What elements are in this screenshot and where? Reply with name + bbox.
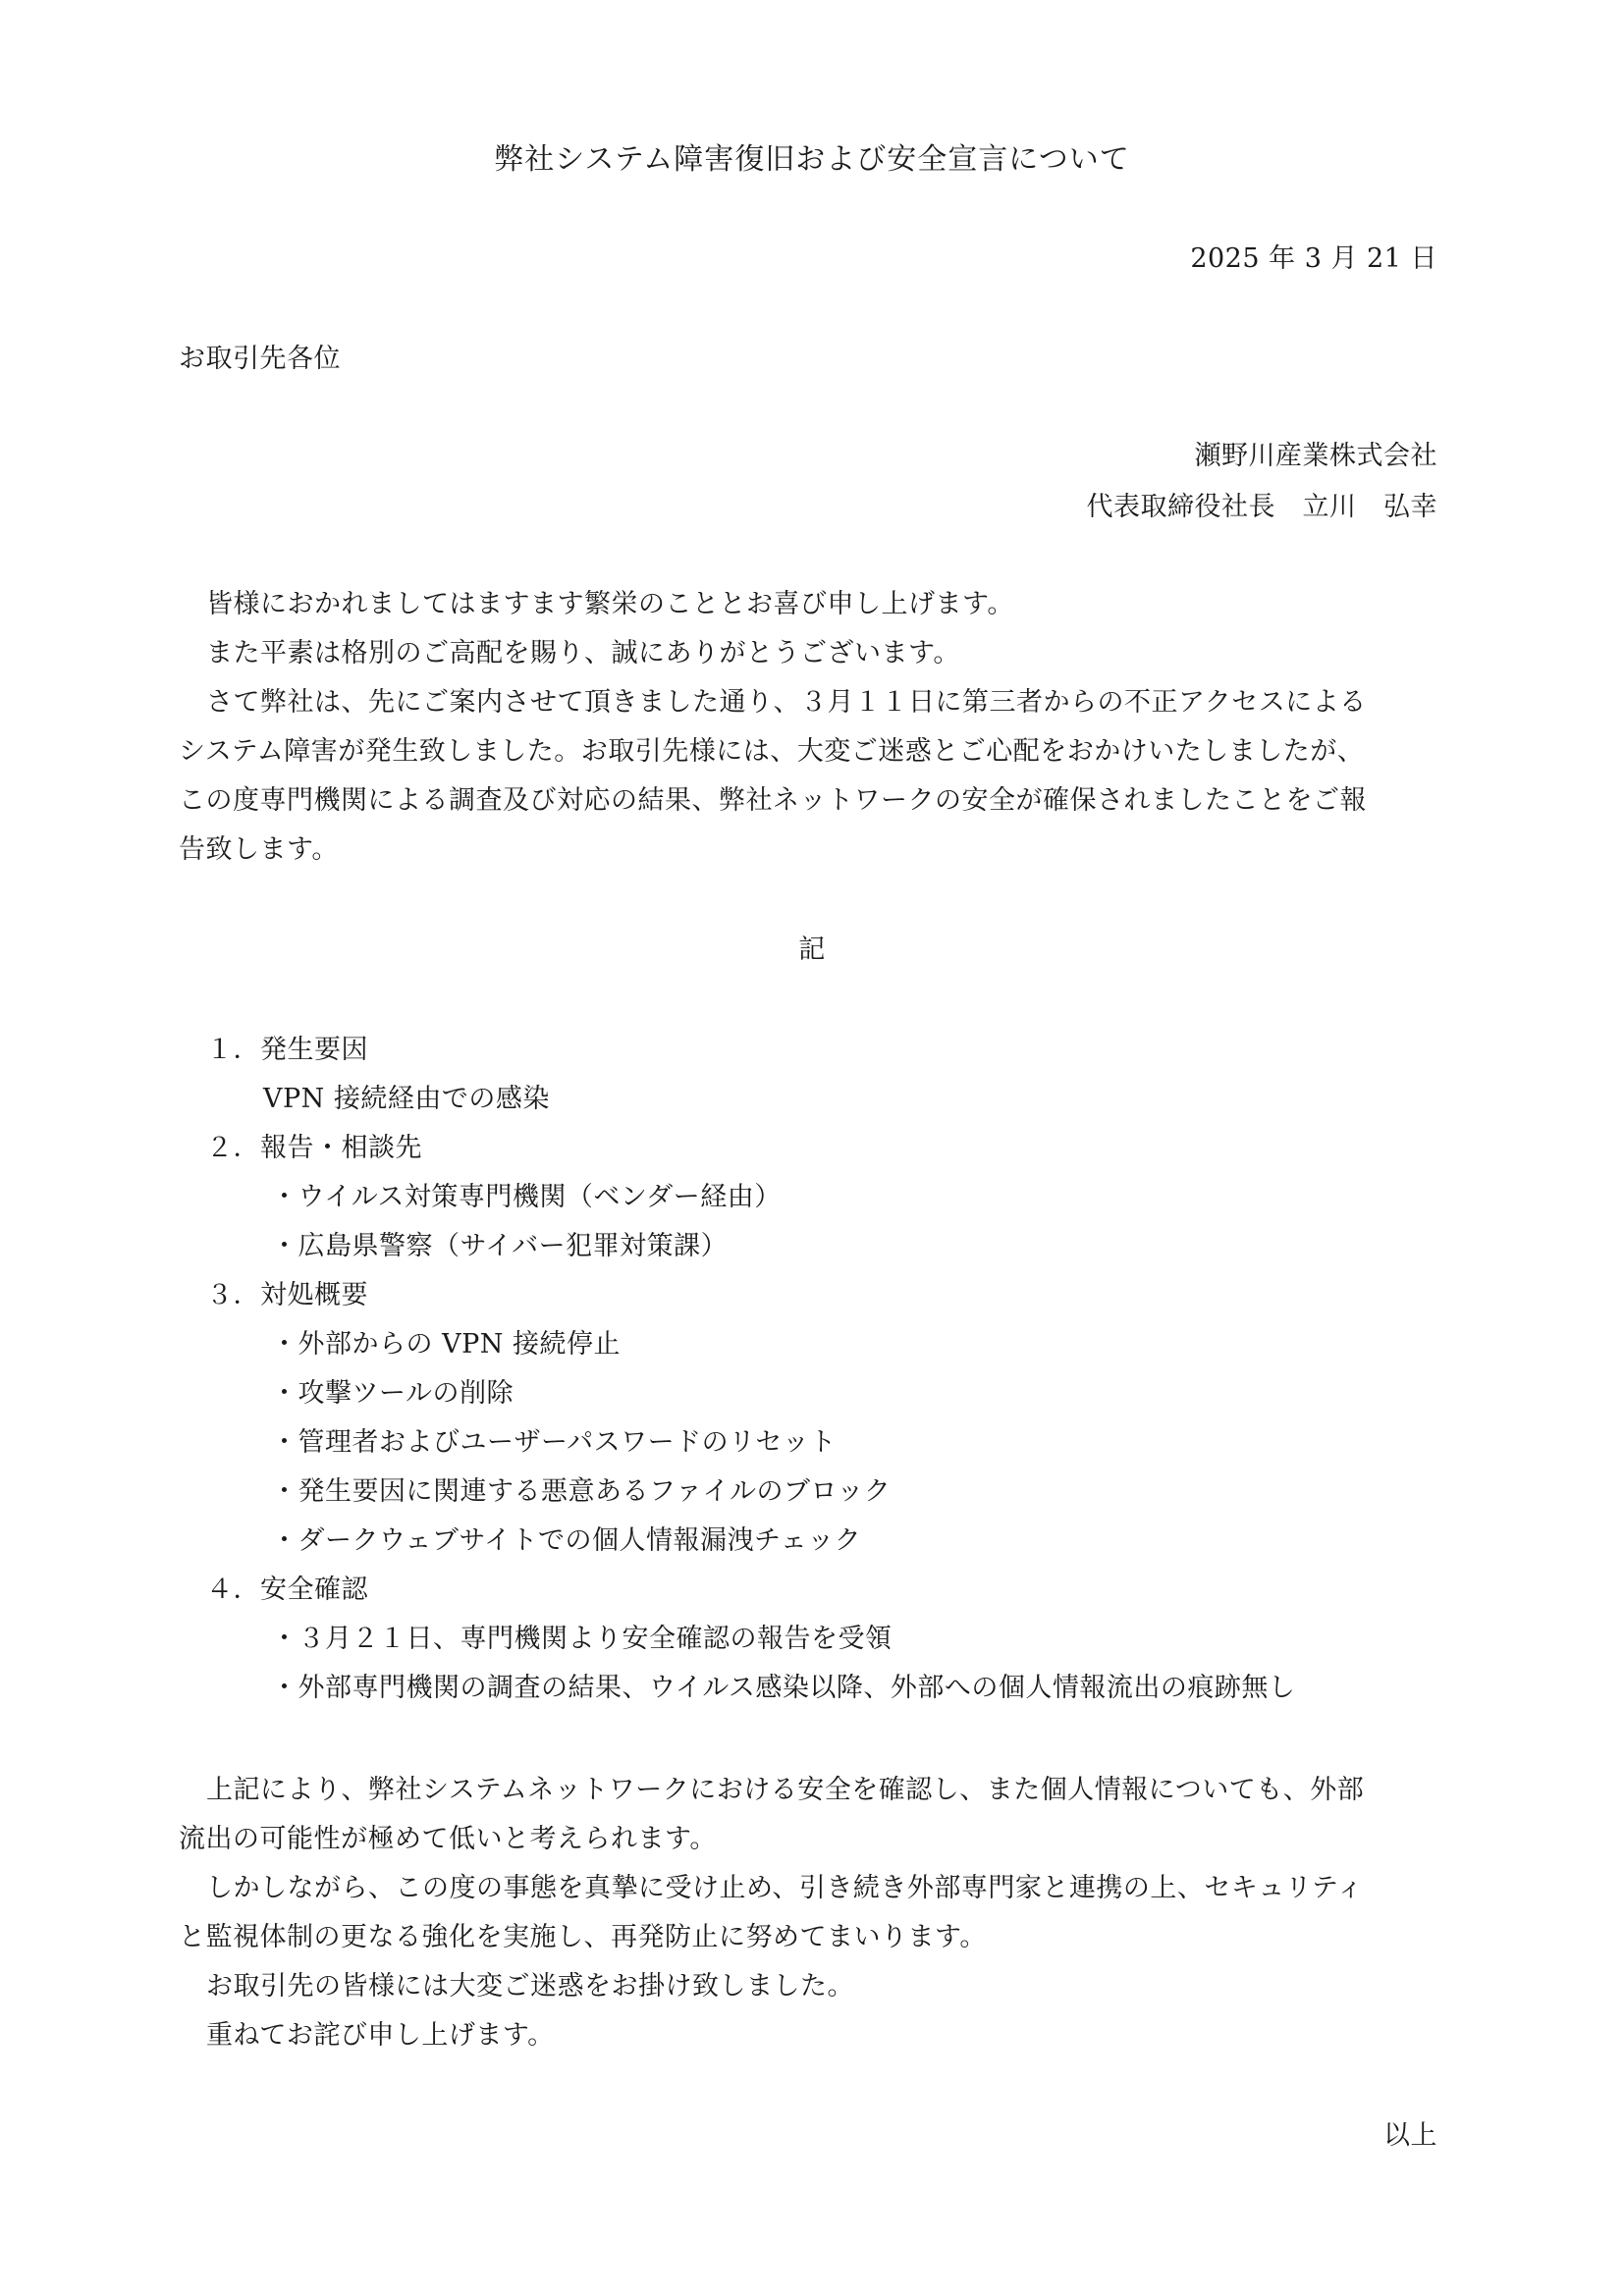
section-1-item-1: VPN 接続経由での感染 — [263, 1084, 550, 1114]
intro-line-1: 皆様におかれましてはますます繁栄のこととお喜び申し上げます。 — [206, 589, 1014, 619]
closing-line-1: 上記により、弊社システムネットワークにおける安全を確認し、また個人情報についても、外部 — [206, 1775, 1365, 1805]
section-3-item-2: ・攻撃ツールの削除 — [271, 1378, 514, 1409]
section-4-item-2: ・外部専門機関の調査の結果、ウイルス感染以降、外部への個人情報流出の痕跡無し — [271, 1673, 1296, 1703]
intro-line-3: さて弊社は、先にご案内させて頂きました通り、３月１１日に第三者からの不正アクセスによる — [206, 687, 1367, 718]
intro-line-5: この度専門機関による調査及び対応の結果、弊社ネットワークの安全が確保されましたことをご報 — [179, 785, 1367, 816]
closing-line-3: しかしながら、この度の事態を真摯に受け止め、引き続き外部専門家と連携の上、セキュリティ — [206, 1873, 1364, 1903]
section-heading-3: ３．対処概要 — [206, 1280, 368, 1310]
intro-line-6: 告致します。 — [179, 834, 339, 865]
section-heading-4: ４．安全確認 — [206, 1575, 368, 1605]
closing-line-4: と監視体制の更なる強化を実施し、再発防止に努めてまいります。 — [179, 1922, 987, 1952]
document-date: 2025 年 3 月 21 日 — [1190, 243, 1437, 274]
ki-heading: 記 — [798, 934, 826, 965]
closing-line-5: お取引先の皆様には大変ご迷惑をお掛け致しました。 — [206, 1971, 854, 2002]
end-mark: 以上 — [1383, 2120, 1437, 2151]
section-heading-1: １．発生要因 — [206, 1035, 368, 1065]
sender-representative: 代表取締役社長 立川 弘幸 — [1086, 492, 1437, 522]
sender-company: 瀬野川産業株式会社 — [1194, 441, 1437, 471]
section-heading-2: ２．報告・相談先 — [206, 1133, 422, 1163]
section-3-item-5: ・ダークウェブサイトでの個人情報漏洩チェック — [271, 1525, 862, 1556]
closing-line-2: 流出の可能性が極めて低いと考えられます。 — [179, 1824, 717, 1854]
closing-line-6: 重ねてお詫び申し上げます。 — [206, 2020, 555, 2051]
document-title: 弊社システム障害復旧および安全宣言について — [494, 142, 1130, 177]
section-3-item-1: ・外部からの VPN 接続停止 — [271, 1329, 621, 1360]
section-4-item-1: ・３月２１日、専門機関より安全確認の報告を受領 — [271, 1624, 893, 1654]
section-2-item-1: ・ウイルス対策専門機関（ベンダー経由） — [271, 1182, 782, 1212]
intro-line-2: また平素は格別のご高配を賜り、誠にありがとうございます。 — [206, 638, 960, 668]
intro-line-4: システム障害が発生致しました。お取引先様には、大変ご迷惑とご心配をおかけいたしましたが、 — [179, 736, 1365, 767]
section-3-item-4: ・発生要因に関連する悪意あるファイルのブロック — [271, 1476, 892, 1507]
section-2-item-2: ・広島県警察（サイバー犯罪対策課） — [271, 1231, 729, 1261]
section-3-item-3: ・管理者およびユーザーパスワードのリセット — [271, 1427, 837, 1458]
addressee: お取引先各位 — [179, 344, 341, 374]
